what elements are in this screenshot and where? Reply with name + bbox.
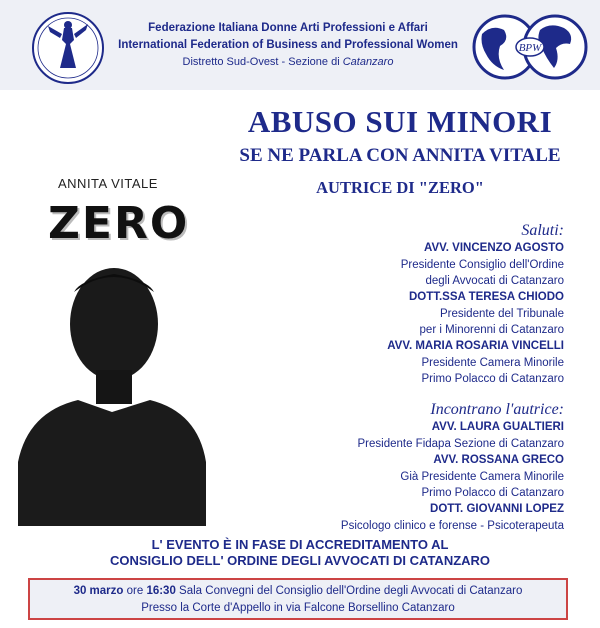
- saluti-person-name: AVV. MARIA ROSARIA VINCELLI: [387, 340, 564, 352]
- event-address: Presso la Corte d'Appello in via Falcone Borsellino Catanzaro: [141, 602, 455, 614]
- event-subtitle-author: AUTRICE DI "ZERO": [316, 178, 484, 197]
- header-banner: [0, 0, 600, 90]
- saluti-person-name: DOTT.SSA TERESA CHIODO: [408, 291, 564, 303]
- saluti-person-role: Presidente Consiglio dell'Ordine: [400, 259, 564, 271]
- speaker-role: Psicologo clinico e forense - Psicoterapeuta: [340, 520, 564, 532]
- incontrano-label: Incontrano l'autrice:: [430, 401, 564, 418]
- speaker-role: Presidente Fidapa Sezione di Catanzaro: [357, 438, 564, 450]
- incontrano-section: [341, 401, 564, 534]
- saluti-person-role: Presidente del Tribunale: [439, 308, 564, 320]
- speaker-role: Primo Polacco di Catanzaro: [421, 487, 564, 499]
- speaker-role: Già Presidente Camera Minorile: [400, 471, 564, 483]
- saluti-person-role: Presidente Camera Minorile: [421, 357, 564, 369]
- org-district: Distretto Sud-Ovest - Sezione di Catanzaro: [182, 56, 394, 68]
- notice-line: L' EVENTO È IN FASE DI ACCREDITAMENTO AL: [151, 537, 449, 552]
- org-name-english: International Federation of Business and Professional Women: [118, 39, 458, 51]
- saluti-person-role: per i Minorenni di Catanzaro: [419, 324, 564, 336]
- event-info-box: [28, 578, 568, 620]
- fidapa-logo-icon: [30, 10, 106, 86]
- book-title: ZERO: [48, 198, 190, 249]
- speaker-name: AVV. LAURA GUALTIERI: [431, 421, 564, 433]
- event-date: 30 marzo: [73, 585, 124, 597]
- event-title: ABUSO SUI MINORI: [247, 104, 553, 139]
- saluti-section: [387, 222, 564, 387]
- speaker-name: DOTT. GIOVANNI LOPEZ: [430, 503, 564, 515]
- saluti-person-role: degli Avvocati di Catanzaro: [425, 275, 564, 287]
- saluti-person-name: AVV. VINCENZO AGOSTO: [424, 242, 564, 254]
- event-date-time-place: 30 marzo ore 16:30 Sala Convegni del Consiglio dell'Ordine degli Avvocati di Catanzaro: [73, 585, 523, 597]
- notice-line: CONSIGLIO DELL' ORDINE DEGLI AVVOCATI DI CATANZARO: [109, 553, 491, 568]
- svg-text:BPW: BPW: [518, 42, 542, 54]
- org-name-italian: Federazione Italiana Donne Arti Professioni e Affari: [148, 22, 428, 34]
- saluti-label: Saluti:: [521, 222, 564, 239]
- bpw-globe-logo-icon: [470, 12, 590, 82]
- saluti-person-role: Primo Polacco di Catanzaro: [421, 373, 564, 385]
- event-subtitle: SE NE PARLA CON ANNITA VITALE: [239, 145, 561, 166]
- header-text: [108, 20, 468, 71]
- book-cover-silhouette-image: [18, 262, 206, 526]
- speaker-name: AVV. ROSSANA GRECO: [433, 454, 564, 466]
- book-author: ANNITA VITALE: [58, 176, 158, 191]
- event-time: 16:30: [146, 585, 176, 597]
- event-place: Sala Convegni del Consiglio dell'Ordine degli Avvocati di Catanzaro: [175, 585, 523, 597]
- accreditation-notice: [0, 537, 600, 569]
